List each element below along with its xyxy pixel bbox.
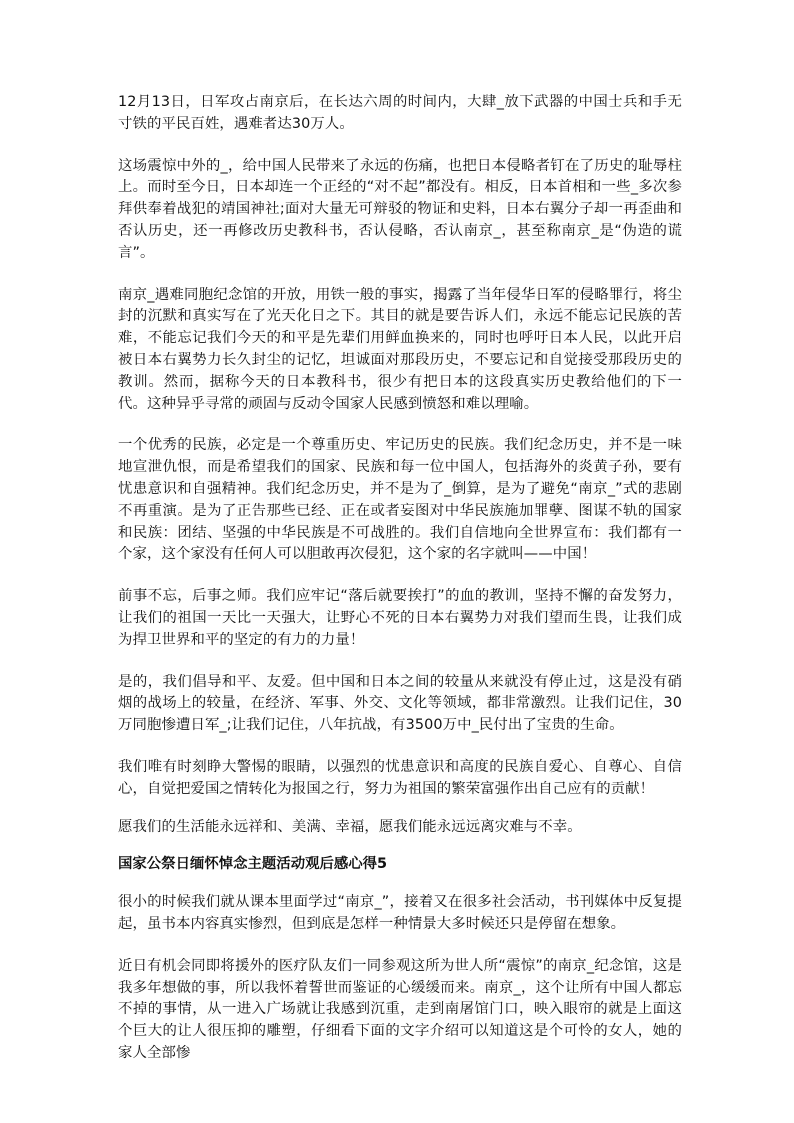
document-page [118,92,682,1065]
paragraph-6: 是的，我们倡导和平、友爱。但中国和日本之间的较量从来就没有停止过，这是没有硝烟的战场上的较量，在经济、军事、外交、文化等领域，都非常激烈。让我们记住，30万同胞惨遭日军_;让我们记住，八年抗战，有3500万中_民付出了宝贵的生命。 [118,673,682,734]
paragraph-9: 很小的时候我们就从课本里面学过“南京_”，接着又在很多社会活动，书刊媒体中反复提起，虽书本内容真实惨烈，但到底是怎样一种情景大多时候还只是停留在想象。 [118,894,682,932]
paragraph-2: 这场震惊中外的_，给中国人民带来了永远的伤痛，也把日本侵略者钉在了历史的耻辱柱上。而时至今日，日本却连一个正经的“对不起”都没有。相反，日本首相和一些_多次参拜供奉着战犯的靖国神社;面对大量无可辩驳的物证和史料，日本右翼分子却一再歪曲和否认历史，还一再修改历史教科书，否认侵略，否认南京_，甚至称南京_是“伪造的谎言”。 [118,157,682,261]
paragraph-3: 南京_遇难同胞纪念馆的开放，用铁一般的事实，揭露了当年侵华日军的侵略罪行，将尘封的沉默和真实写在了光天化日之下。其目的就是要告诉人们，永远不能忘记民族的苦难，不能忘记我们今天的和平是先辈们用鲜血换来的，同时也呼吁日本人民，以此开启被日本右翼势力长久封尘的记忆，坦诚面对那段历史，不要忘记和自觉接受那段历史的教训。然而，据称今天的日本教科书，很少有把日本的这段真实历史教给他们的下一代。这种异乎寻常的顽固与反动令国家人民感到愤怒和难以理喻。 [118,286,682,412]
paragraph-4: 一个优秀的民族，必定是一个尊重历史、牢记历史的民族。我们纪念历史，并不是一味地宣泄仇恨，而是希望我们的国家、民族和每一位中国人，包括海外的炎黄子孙，要有忧患意识和自强精神。我们纪念历史，并不是为了_倒算，是为了避免“南京_”式的悲剧不再重演。是为了正告那些已经、正在或者妄图对中华民族施加罪孽、图谋不轨的国家和民族：团结、坚强的中华民族是不可战胜的。我们自信地向全世界宣布：我们都有一个家，这个家没有任何人可以胆敢再次侵犯，这个家的名字就叫——中国！ [118,437,682,563]
paragraph-7: 我们唯有时刻睁大警惕的眼睛，以强烈的忧患意识和高度的民族自爱心、自尊心、自信心，自觉把爱国之情转化为报国之行，努力为祖国的繁荣富强作出自己应有的贡献！ [118,758,682,797]
section-heading: 国家公祭日缅怀悼念主题活动观后感心得5 [118,856,388,873]
paragraph-5: 前事不忘，后事之师。我们应牢记“落后就要挨打”的血的教训，坚持不懈的奋发努力，让我们的祖国一天比一天强大，让野心不死的日本右翼势力对我们望而生畏，让我们成为捍卫世界和平的坚定的有力的力量！ [118,588,682,648]
paragraph-1: 12月13日，日军攻占南京后，在长达六周的时间内，大肆_放下武器的中国士兵和手无寸铁的平民百姓，遇难者达30万人。 [118,94,682,132]
paragraph-10: 近日有机会同即将援外的医疗队友们一同参观这所为世人所“震惊”的南京_纪念馆，这是我多年想做的事，所以我怀着誓世而鉴证的心缓缓而来。南京_，这个让所有中国人都忘不掉的事情，从一进入广场就让我感到沉重，走到南屠馆门口，映入眼帘的就是上面这个巨大的让人很压抑的雕塑，仔细看下面的文字介绍可以知道这是个可怜的女人，她的家人全部惨 [118,957,682,1061]
paragraph-8: 愿我们的生活能永远祥和、美满、幸福，愿我们能永远远离灾难与不幸。 [118,818,582,835]
